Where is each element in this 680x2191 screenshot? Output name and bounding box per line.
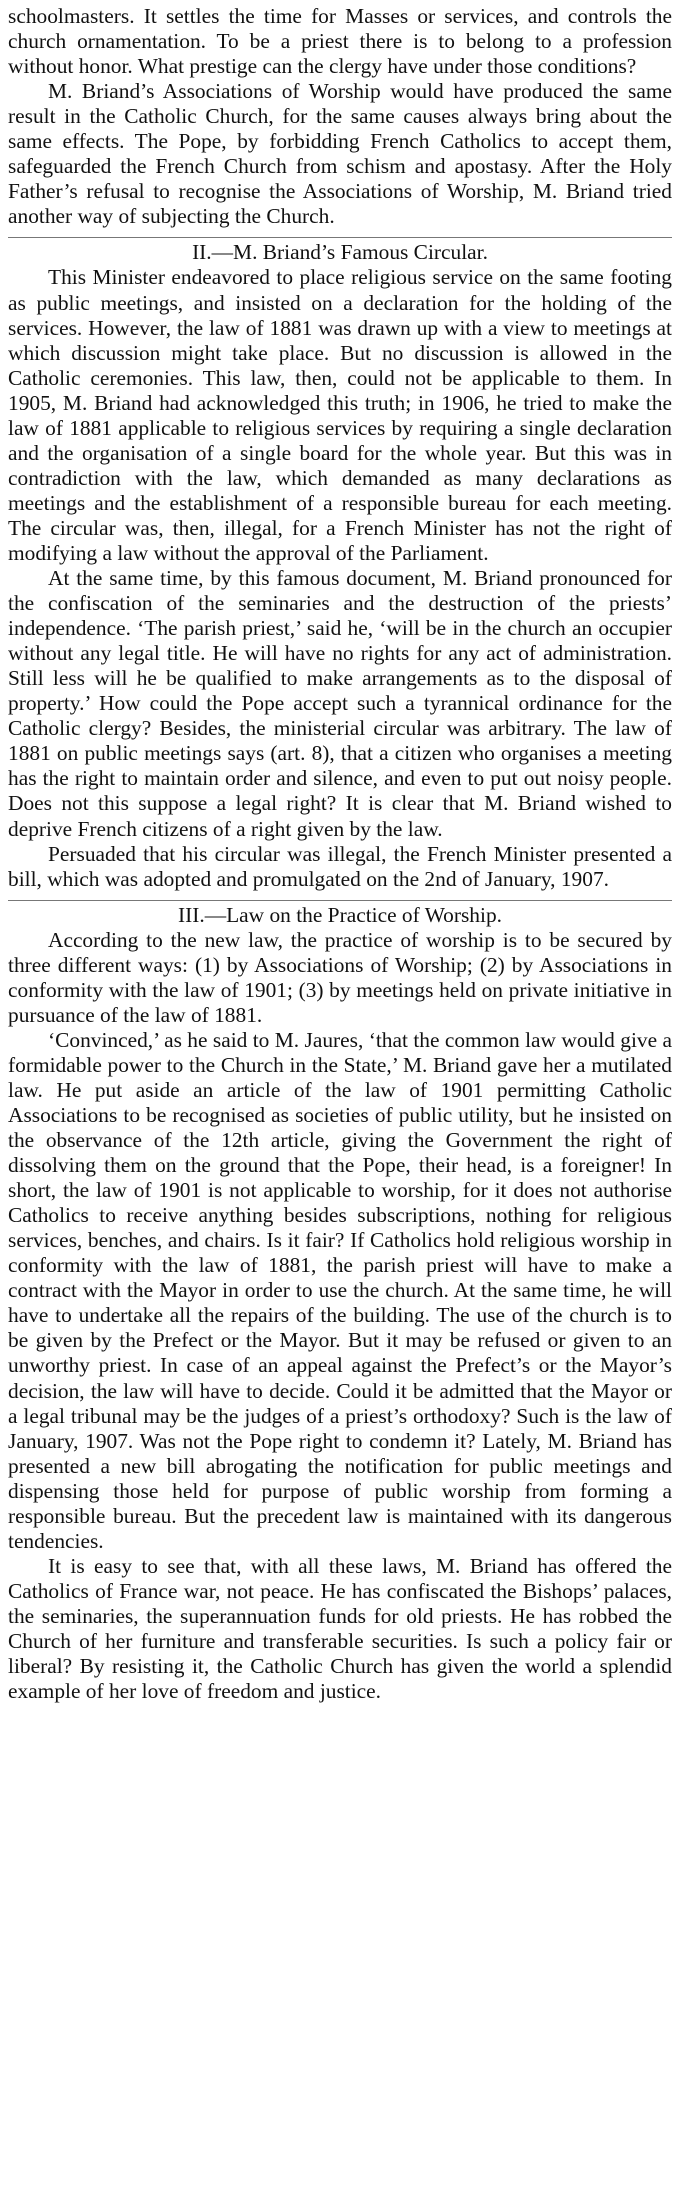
section-heading-practice-of-worship: III.—Law on the Practice of Worship. xyxy=(178,902,502,927)
section-heading-famous-circular: II.—M. Briand’s Famous Circular. xyxy=(192,240,488,265)
paragraph-easy-to-see: It is easy to see that, with all these laws, M. Briand has offered the Catholics of France war, not peace. He has confiscated the Bishops’ palaces, the seminaries, the superannuation funds for old priests. He has robbed the Church of her furniture and transferable securities. Is such a policy fair or liberal? By resisting it, the Catholic Church has given the world a splendid example of her love of freedom and justice. xyxy=(8,1553,672,1704)
paragraph-minister-endeavored: This Minister endeavored to place religious service on the same footing as public meetings, and insisted on a declaration for the holding of the services. However, the law of 1881 was drawn up with a view to meetings at which discussion might take place. But no discussion is allowed in the Catholic ceremonies. This law, then, could not be applicable to them. In 1905, M. Briand had acknowledged this truth; in 1906, he tried to make the law of 1881 applicable to religious services by requiring a single declaration and the organisation of a single board for the whole year. But this was in contradiction with the law, which demanded as many declarations as meetings and the establishment of a responsible bureau for each meeting. The circular was, then, illegal, for a French Minister has not the right of modifying a law without the approval of the Parliament. xyxy=(8,265,672,565)
paragraph-same-time: At the same time, by this famous document, M. Briand pronounced for the confiscation of the seminaries and the destruction of the priests’ independence. ‘The parish priest,’ said he, ‘will be in the church an occupier without any legal title. He will have no rights for any act of administration. Still less will he be qualified to make arrangements as to the disposal of property.’ How could the Pope accept such a tyrannical ordinance for the Catholic clergy? Besides, the ministerial circular was arbitrary. The law of 1881 on public meetings says (art. 8), that a citizen who organises a meeting has the right to maintain order and silence, and even to put out noisy people. Does not this suppose a legal right? It is clear that M. Briand wished to deprive French citizens of a right given by the law. xyxy=(8,566,672,841)
section-divider xyxy=(8,237,672,238)
paragraph-continued: schoolmasters. It settles the time for Masses or services, and controls the church ornamentation. To be a priest there is to belong to a profession without honor. What prestige can the clergy have under those conditions? xyxy=(8,4,672,79)
paragraph-according-new-law: According to the new law, the practice of worship is to be secured by three different ways: (1) by Associations of Worship; (2) by Associations in conformity with the law of 1901; (3) by meetings held on private initiative in pursuance of the law of 1881. xyxy=(8,927,672,1027)
paragraph-convinced: ‘Convinced,’ as he said to M. Jaures, ‘that the common law would give a formidable power to the Church in the State,’ M. Briand gave her a mutilated law. He put aside an article of the law of 1901 permitting Catholic Associations to be recognised as societies of public utility, but he insisted on the observance of the 12th article, giving the Government the right of dissolving them on the ground that the Pope, their head, is a foreigner! In short, the law of 1901 is not applicable to worship, for it does not authorise Catholics to receive anything besides subscriptions, nothing for religious services, benches, and chairs. Is it fair? If Catholics hold religious worship in conformity with the law of 1881, the parish priest will have to make a contract with the Mayor in order to use the church. At the same time, he will have to undertake all the repairs of the building. The use of the church is to be given by the Prefect or the Mayor. But it may be refused or given to an unworthy priest. In case of an appeal against the Prefect’s or the Mayor’s decision, the law will have to decide. Could it be admitted that the Mayor or a legal tribunal may be the judges of a priest’s orthodoxy? Such is the law of January, 1907. Was not the Pope right to condemn it? Lately, M. Briand has presented a new bill abrogating the notification for public meetings and dispensing those held for purpose of public worship from forming a responsible bureau. But the precedent law is maintained with its dangerous tendencies. xyxy=(8,1027,672,1553)
section-divider xyxy=(8,900,672,901)
paragraph-persuaded: Persuaded that his circular was illegal, the French Minister presented a bill, which was adopted and promulgated on the 2nd of January, 1907. xyxy=(8,841,672,891)
paragraph-associations-of-worship: M. Briand’s Associations of Worship would have produced the same result in the Catholic Church, for the same causes always bring about the same effects. The Pope, by forbidding French Catholics to accept them, safeguarded the French Church from schism and apostasy. After the Holy Father’s refusal to recognise the Associations of Worship, M. Briand tried another way of subjecting the Church. xyxy=(8,79,672,229)
